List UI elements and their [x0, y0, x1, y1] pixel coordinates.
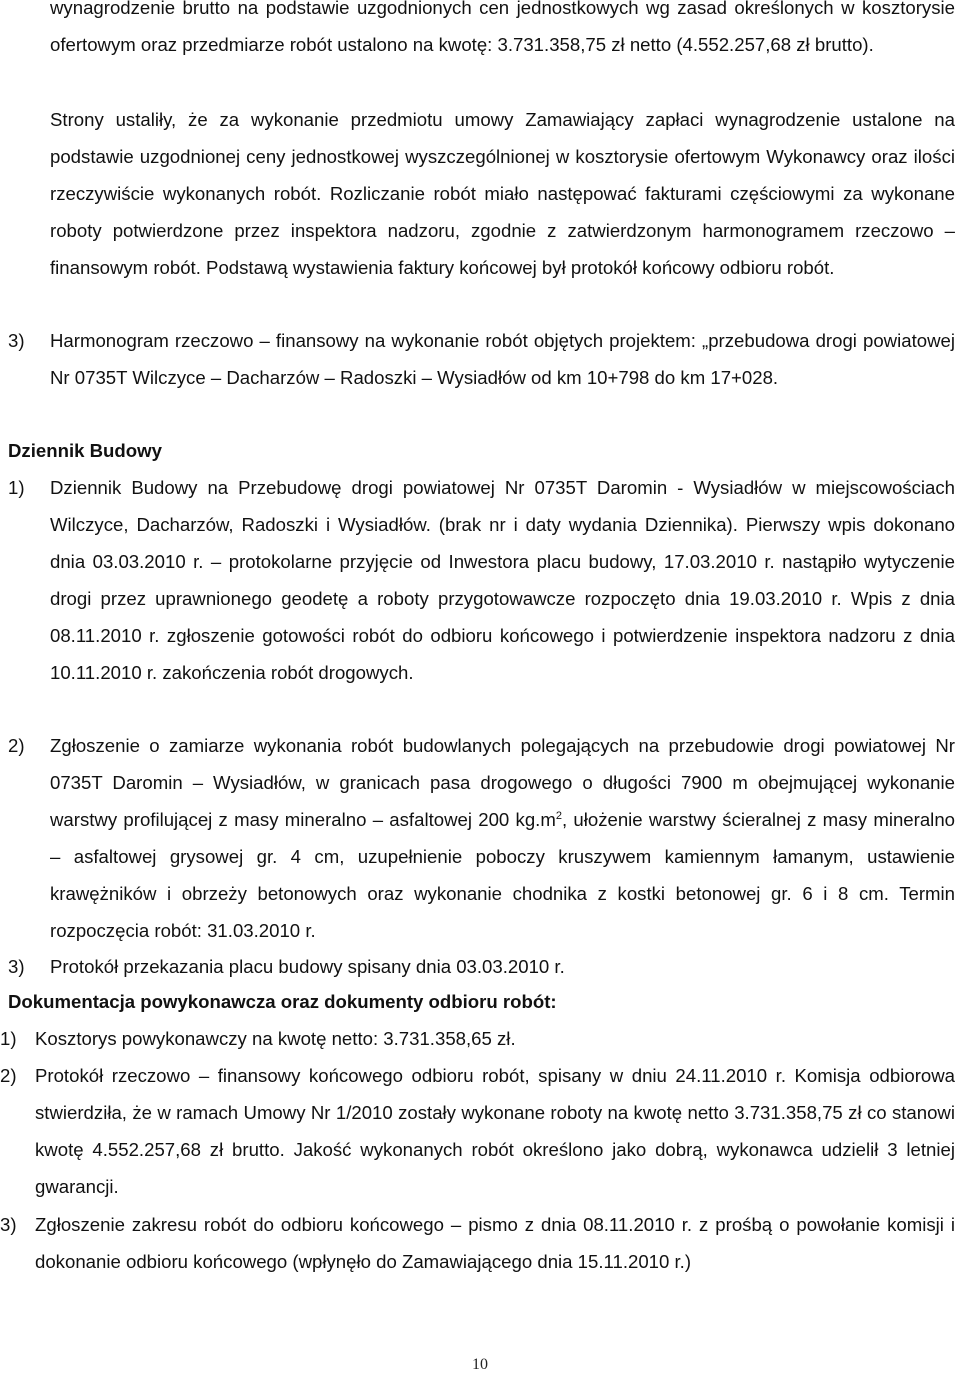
item-harmonogram: Harmonogram rzeczowo – finansowy na wykonanie robót objętych projektem: „przebudowa drogi powiatowej Nr 0735T Wilczyce – Dacharzów – Radoszki – Wysiadłów od km 10+798 do km 17+028. [50, 330, 955, 388]
superscript: 2 [555, 809, 562, 822]
paragraph-payment-terms: Strony ustaliły, że za wykonanie przedmiotu umowy Zamawiający zapłaci wynagrodzenie ustalone na podstawie uzgodnionej ceny jednostkowej wyszczególnionej w kosztorysie ofertowym Wykonawcy oraz ilości rzeczywiście wykonanych robót. Rozliczanie robót miało następować fakturami częściowymi za wykonane roboty potwierdzone przez inspektora nadzoru, zgodnie z zatwierdzonym harmonogramem rzeczowo – finansowym robót. Podstawą wystawienia faktury końcowej był protokół końcowy odbioru robót. [50, 109, 955, 278]
item-number: 3) [0, 1214, 17, 1235]
page-number: 10 [472, 1356, 488, 1373]
item-kosztorys: Kosztorys powykonawczy na kwotę netto: 3.731.358,65 zł. [35, 1028, 516, 1049]
item-number: 3) [8, 956, 25, 977]
item-number: 1) [8, 477, 25, 498]
item-dziennik-budowy: Dziennik Budowy na Przebudowę drogi powiatowej Nr 0735T Daromin - Wysiadłów w miejscowościach Wilczyce, Dacharzów, Radoszki i Wysiadłów. (brak nr i daty wydania Dziennika). Pierwszy wpis dokonano dnia 03.03.2010 r. – protokolarne przyjęcie od Inwestora placu budowy, 17.03.2010 r. nastąpiło wytyczenie drogi przez uprawnionego geodetę a roboty przygotowawcze rozpoczęto dnia 19.03.2010 r. Wpis z dnia 08.11.2010 r. zgłoszenie gotowości robót do odbioru końcowego i potwierdzenie inspektora nadzoru z dnia 10.11.2010 r. zakończenia robót drogowych. [50, 477, 955, 683]
section-heading-dokumentacja: Dokumentacja powykonawcza oraz dokumenty odbioru robót: [8, 991, 557, 1012]
item-text: Zgłoszenie o zamiarze wykonania robót budowlanych polegających na przebudowie drogi powiatowej Nr 0735T Daromin – Wysiadłów, w granicach pasa drogowego o długości 7900 m obejmującej wykonanie warstwy profilującej z masy mineralno – asfaltowej 200 kg.m [50, 735, 955, 830]
item-protokol-przekazania: Protokół przekazania placu budowy spisany dnia 03.03.2010 r. [50, 956, 565, 977]
item-number: 3) [8, 330, 25, 351]
section-heading-dziennik: Dziennik Budowy [8, 440, 162, 461]
paragraph-payment-amount: wynagrodzenie brutto na podstawie uzgodnionych cen jednostkowych wg zasad określonych w kosztorysie ofertowym oraz przedmiarze robót ustalono na kwotę: 3.731.358,75 zł netto (4.552.257,68 zł brutto). [50, 0, 955, 55]
item-text: , ułożenie warstwy ścieralnej z masy mineralno – asfaltowej grysowej gr. 4 cm, uzupełnienie poboczy kruszywem kamiennym łamanym, ustawienie krawężników i obrzeży betonowych oraz wykonanie chodnika z kostki betonowej gr. 6 i 8 cm. Termin rozpoczęcia robót: 31.03.2010 r. [50, 809, 955, 941]
item-number: 2) [8, 735, 25, 756]
item-zgloszenie-robot [50, 727, 955, 949]
item-number: 2) [0, 1065, 17, 1086]
item-zgloszenie-zakresu: Zgłoszenie zakresu robót do odbioru końcowego – pismo z dnia 08.11.2010 r. z prośbą o powołanie komisji i dokonanie odbioru końcowego (wpłynęło do Zamawiającego dnia 15.11.2010 r.) [35, 1214, 955, 1272]
item-protokol-odbioru: Protokół rzeczowo – finansowy końcowego odbioru robót, spisany w dniu 24.11.2010 r. Komisja odbiorowa stwierdziła, że w ramach Umowy Nr 1/2010 zostały wykonane roboty na kwotę netto 3.731.358,75 zł co stanowi kwotę 4.552.257,68 zł brutto. Jakość wykonanych robót określono jako dobrą, wykonawca udzielił 3 letniej gwarancji. [35, 1065, 955, 1197]
item-number: 1) [0, 1028, 17, 1049]
